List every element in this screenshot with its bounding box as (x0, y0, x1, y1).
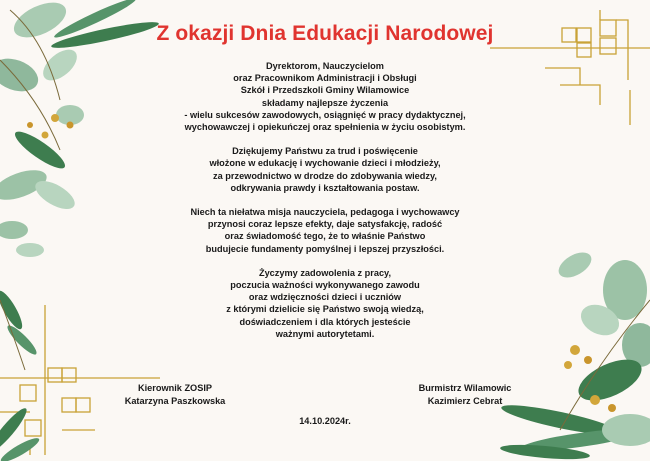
text-line: Dziękujemy Państwu za trud i poświęcenie (232, 146, 418, 157)
signature-name: Kazimierz Cebrat (427, 396, 503, 406)
paragraph-wishes (150, 60, 500, 133)
text-line: Niech ta niełatwa misja nauczyciela, pedagoga i wychowawcy (190, 207, 460, 218)
bottom-right-leaves-icon (500, 247, 650, 461)
signature-left (110, 382, 240, 408)
signature-right (395, 382, 535, 408)
text-line: wychowawczej i opiekuńczej oraz spełnienia w życiu osobistym. (184, 122, 466, 133)
text-line: doświadczeniem i dla których jesteście (239, 316, 411, 327)
text-line: włożone w edukację i wychowanie dzieci i młodzieży, (209, 158, 441, 169)
text-line: oraz wdzięczności dzieci i uczniów (248, 292, 402, 303)
bottom-left-leaves-icon (0, 288, 42, 461)
text-line: poczucia ważności wykonywanego zawodu (230, 280, 420, 291)
text-line: Szkół i Przedszkoli Gminy Wilamowice (240, 85, 410, 96)
text-line: budujecie fundamenty pomyślnej i lepszej przyszłości. (205, 243, 445, 254)
text-line: ważnymi autorytetami. (275, 328, 375, 339)
paragraph-closing (150, 267, 500, 340)
text-line: oraz świadomość tego, że to właśnie Państwo (224, 231, 426, 242)
signature-role: Burmistrz Wilamowic (418, 383, 512, 393)
text-line: za przewodnictwo w drodze do zdobywania wiedzy, (213, 170, 437, 181)
paragraph-mission (150, 206, 500, 255)
signature-name: Katarzyna Paszkowska (124, 396, 226, 406)
card-title: Z okazji Dnia Edukacji Narodowej (156, 22, 494, 45)
text-line: Życzymy zadowolenia z pracy, (258, 267, 392, 278)
text-line: odkrywania prawdy i kształtowania postaw. (230, 182, 420, 193)
paragraph-thanks (150, 145, 500, 194)
text-line: przynosi coraz lepsze efekty, daje satysfakcję, radość (207, 219, 443, 230)
text-line: z którymi dzielicie się Państwo swoją wiedzą, (226, 304, 424, 315)
greeting-text (150, 60, 500, 352)
signature-role: Kierownik ZOSIP (137, 383, 213, 393)
text-line: składamy najlepsze życzenia (261, 97, 389, 108)
bottom-left-gold-frame-icon (0, 305, 160, 455)
text-line: - wielu sukcesów zawodowych, osiągnięć w pracy dydaktycznej, (184, 109, 466, 120)
card-date: 14.10.2024r. (299, 416, 351, 426)
text-line: Dyrektorom, Nauczycielom (266, 61, 384, 71)
text-line: oraz Pracownikom Administracji i Obsługi (233, 73, 417, 84)
